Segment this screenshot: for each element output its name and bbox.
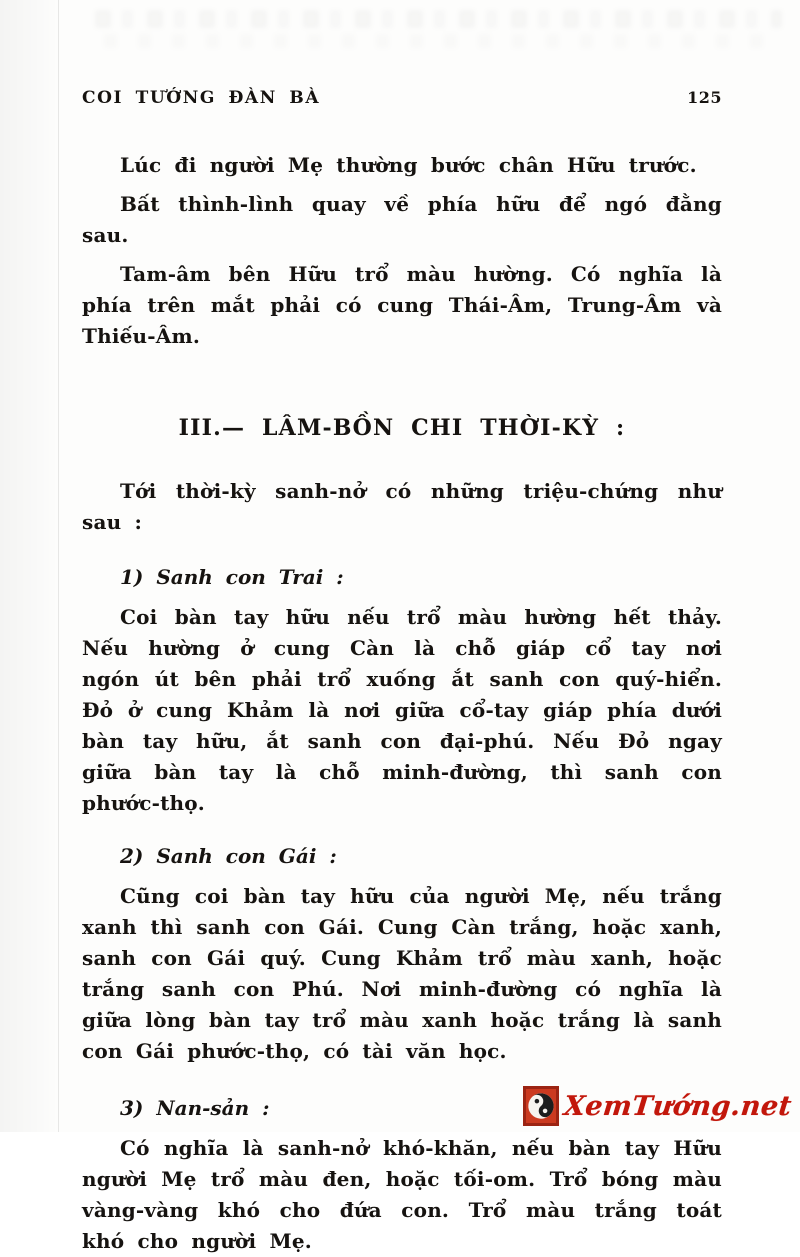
page-number: 125 — [687, 88, 722, 107]
book-title: COI TƯỚNG ĐÀN BÀ — [82, 88, 321, 108]
watermark-site-text: XemTướng.net — [562, 1090, 794, 1122]
running-header — [82, 88, 722, 108]
yin-yang-icon — [523, 1086, 559, 1126]
lead-sentence: Tới thời-kỳ sanh-nở có những triệu-chứng như sau : — [82, 479, 722, 534]
intro-paragraph: Tam-âm bên Hữu trổ màu hường. Có nghĩa là phía trên mắt phải có cung Thái-Âm, Trung-Âm và Thiếu-Âm. — [82, 262, 722, 348]
intro-paragraph: Lúc đi người Mẹ thường bước chân Hữu trước. — [120, 153, 697, 177]
intro-paragraph: Bất thình-lình quay về phía hữu để ngó đằng sau. — [82, 192, 722, 247]
subsection-title: 3) Nan-sản : — [120, 1096, 270, 1120]
section-heading: III.— LÂM-BỒN CHI THỜI-KỲ : — [178, 415, 626, 441]
page-content — [82, 0, 722, 1257]
subsection-title: 1) Sanh con Trai : — [120, 565, 344, 589]
subsection-body: Có nghĩa là sanh-nở khó-khăn, nếu bàn tay Hữu người Mẹ trổ màu đen, hoặc tối-om. Trổ bóng màu vàng-vàng khó cho đứa con. Trổ màu trắng toát khó cho người Mẹ. — [82, 1136, 722, 1253]
subsection-body: Cũng coi bàn tay hữu của người Mẹ, nếu trắng xanh thì sanh con Gái. Cung Càn trắng, hoặc xanh, sanh con Gái quý. Cung Khảm trổ màu xanh, hoặc trắng sanh con Phú. Nơi minh-đường có nghĩa là giữa lòng bàn tay trổ màu xanh hoặc trắng là sanh con Gái phước-thọ, có tài văn học. — [82, 884, 722, 1063]
page-edge-shadow — [0, 0, 59, 1132]
subsection-body: Coi bàn tay hữu nếu trổ màu hường hết thảy. Nếu hường ở cung Càn là chỗ giáp cổ tay nơi ngón út bên phải trổ xuống ắt sanh con quý-hiển. Đỏ ở cung Khảm là nơi giữa cổ-tay giáp phía dưới bàn tay hữu, ắt sanh con đại-phú. Nếu Đỏ ngay giữa bàn tay là chỗ minh-đường, thì sanh con phước-thọ. — [82, 605, 722, 815]
watermark — [523, 1086, 792, 1126]
subsection-title: 2) Sanh con Gái : — [120, 844, 337, 868]
